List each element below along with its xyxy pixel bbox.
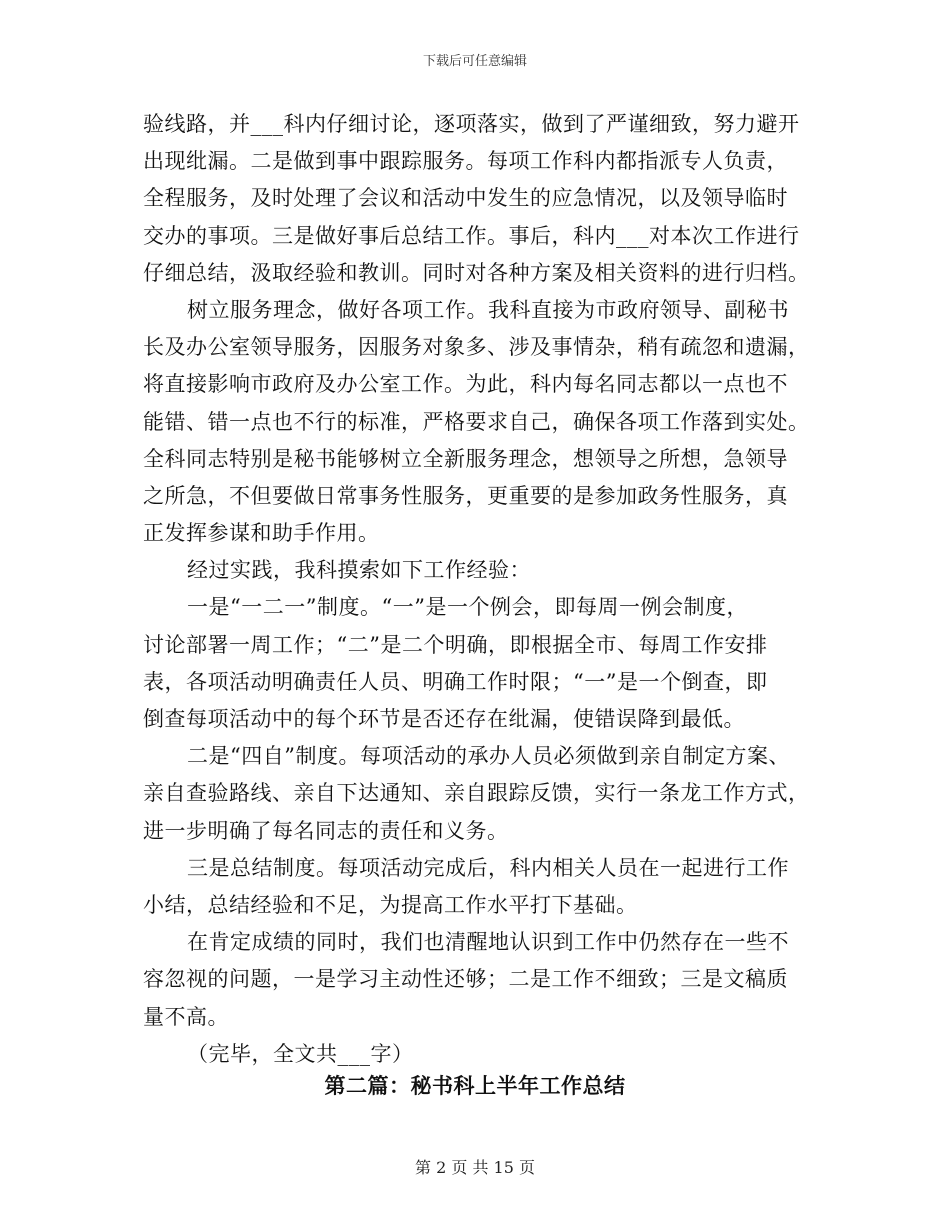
text-line: 长及办公室领导服务，因服务对象多、涉及事情杂，稍有疏忽和遗漏，: [143, 335, 810, 360]
text-line: 交办的事项。三是做好事后总结工作。事后，科内___对本次工作进行: [143, 223, 800, 248]
text-line: 量不高。: [143, 1004, 229, 1029]
paragraph-start-line: 一是“一二一”制度。“一”是一个例会，即每周一例会制度，: [187, 595, 748, 620]
section-title: 第二篇：秘书科上半年工作总结: [324, 1073, 626, 1098]
text-line: 仔细总结，汲取经验和教训。同时对各种方案及相关资料的进行归档。: [143, 260, 810, 285]
text-line: 亲自查验路线、亲自下达通知、亲自跟踪反馈，实行一条龙工作方式，: [143, 781, 810, 806]
text-line: 出现纰漏。二是做到事中跟踪服务。每项工作科内都指派专人负责，: [143, 149, 788, 174]
text-line: 将直接影响市政府及办公室工作。为此，科内每名同志都以一点也不: [143, 372, 788, 397]
paragraph-start-line: 在肯定成绩的同时，我们也清醒地认识到工作中仍然存在一些不: [187, 930, 789, 955]
text-line: 正发挥参谋和助手作用。: [143, 521, 380, 546]
document-body: [143, 106, 815, 1073]
text-line: 讨论部署一周工作；“二”是二个明确，即根据全市、每周工作安排: [143, 632, 768, 657]
text-line: 全程服务，及时处理了会议和活动中发生的应急情况，以及领导临时: [143, 186, 788, 211]
paragraph-start-line: 树立服务理念，做好各项工作。我科直接为市政府领导、副秘书: [187, 297, 789, 322]
text-line: 进一步明确了每名同志的责任和义务。: [143, 818, 509, 843]
paragraph-start-line: 二是“四自”制度。每项活动的承办人员必须做到亲自制定方案、: [187, 744, 790, 769]
text-line: 容忽视的问题，一是学习主动性还够；二是工作不细致；三是文稿质: [143, 967, 788, 992]
text-line: 小结，总结经验和不足，为提高工作水平打下基础。: [143, 892, 638, 917]
paragraph-start-line: 三是总结制度。每项活动完成后，科内相关人员在一起进行工作: [187, 855, 789, 880]
text-line: 全科同志特别是秘书能够树立全新服务理念，想领导之所想，急领导: [143, 446, 788, 471]
text-line: 能错、错一点也不行的标准，严格要求自己，确保各项工作落到实处。: [143, 409, 810, 434]
text-line: 之所急，不但要做日常事务性服务，更重要的是参加政务性服务，真: [143, 483, 788, 508]
text-line: 倒查每项活动中的每个环节是否还存在纰漏，使错误降到最低。: [143, 707, 745, 731]
text-line: 表，各项活动明确责任人员、明确工作时限；“一”是一个倒查，即: [143, 669, 768, 694]
closing-note: （完毕，全文共___字）: [187, 1041, 414, 1066]
paragraph-start-line: 经过实践，我科摸索如下工作经验：: [187, 558, 531, 583]
text-line: 验线路，并___科内仔细讨论，逐项落实，做到了严谨细致，努力避开: [143, 112, 800, 136]
page-footer: 第 2 页 共 15 页: [415, 1158, 535, 1177]
page-header: 下载后可任意编辑: [422, 54, 527, 69]
